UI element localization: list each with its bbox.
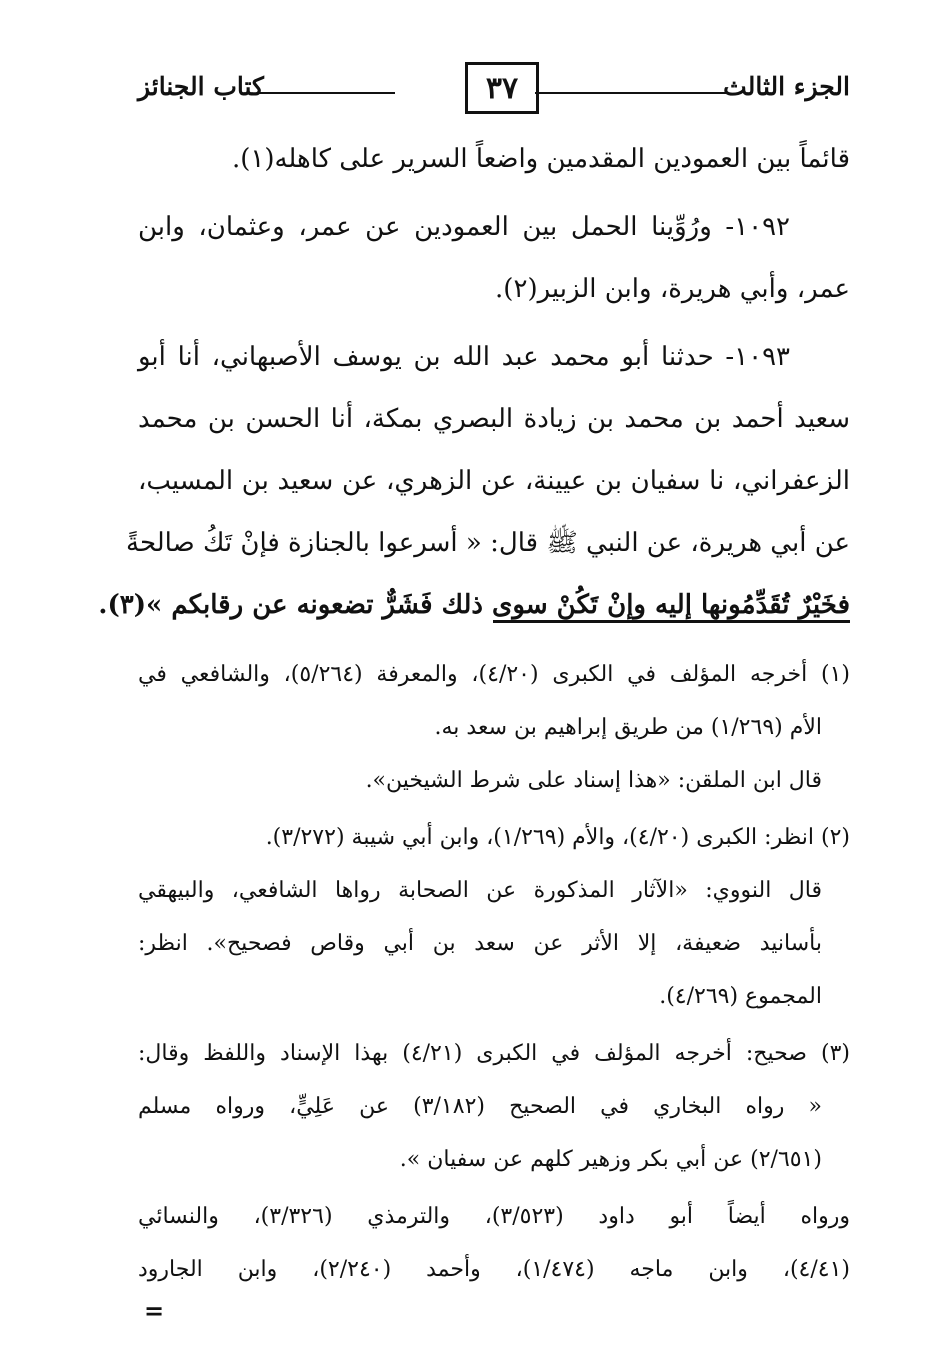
main-line: عن أبي هريرة، عن النبي ﷺ قال: « أسرعوا بالجنازة فإنْ تَكُ صالحةً	[126, 528, 850, 558]
main-line: الزعفراني، نا سفيان بن عيينة، عن الزهري، عن سعيد بن المسيب،	[138, 466, 850, 496]
header-rule-right	[535, 92, 728, 94]
footnote-line: الأم (١/٢٦٩) من طريق إبراهيم بن سعد به.	[434, 715, 822, 740]
footnote-line: (٢/٦٥١) عن أبي بكر وزهير كلهم عن سفيان ».	[399, 1147, 822, 1172]
footnote-line: قال النووي: «الآثار المذكورة عن الصحابة رواها الشافعي، والبيهقي	[138, 878, 822, 903]
main-line: سعيد أحمد بن محمد بن زيادة البصري بمكة، أنا الحسن بن محمد	[138, 404, 850, 434]
footnote-line: قال ابن الملقن: «هذا إسناد على شرط الشيخين».	[365, 768, 822, 793]
header-rule-left	[258, 92, 395, 94]
footnote-line: (٢) انظر: الكبرى (٤/٢٠)، والأم (١/٢٦٩)، وابن أبي شيبة (٣/٢٧٢).	[265, 825, 850, 850]
footnote-line: المجموع (٤/٢٦٩).	[659, 984, 822, 1009]
volume-title: الجزء الثالث	[723, 72, 850, 101]
footnotes	[138, 648, 850, 1296]
footnote-line: (٤/٤١)، وابن ماجه (١/٤٧٤)، وأحمد (٢/٢٤٠)، وابن الجارود	[138, 1257, 850, 1282]
footnote-line: بأسانيد ضعيفة، إلا الأثر عن سعد بن أبي وقاص فصحيح». انظر:	[138, 931, 822, 956]
main-text	[98, 128, 850, 636]
book-title: كتاب الجنائز	[138, 72, 264, 101]
continuation-mark: =	[144, 1296, 165, 1325]
main-line: عمر، وأبي هريرة، وابن الزبير(٢).	[495, 274, 850, 304]
page-header	[138, 62, 850, 124]
footnote-line: (٣) صحيح: أخرجه المؤلف في الكبرى (٤/٢١) بهذا الإسناد واللفظ وقال:	[138, 1041, 850, 1066]
footnote-line: « رواه البخاري في الصحيح (٣/١٨٢) عن عَلِيٍّ، ورواه مسلم	[138, 1094, 822, 1119]
footnote-line: ورواه أيضاً أبو داود (٣/٥٢٣)، والترمذي (٣/٣٢٦)، والنسائي	[138, 1204, 850, 1229]
footnote-divider	[493, 620, 850, 623]
main-line: قائماً بين العمودين المقدمين واضعاً السرير على كاهله(١).	[231, 144, 850, 174]
page-number-box	[465, 62, 539, 114]
footnote-line: (١) أخرجه المؤلف في الكبرى (٤/٢٠)، والمعرفة (٥/٢٦٤)، والشافعي في	[138, 662, 850, 687]
main-line: ١٠٩٢- ورُوِّينا الحمل بين العمودين عن عمر، وعثمان، وابن	[138, 212, 790, 242]
main-line: فخَيْرٌ تُقَدِّمُونها إليه وإنْ تَكُنْ سوى ذلك فَشَرٌّ تضعونه عن رقابكم »(٣).	[98, 590, 850, 620]
main-line: ١٠٩٣- حدثنا أبو محمد عبد الله بن يوسف الأصبهاني، أنا أبو	[138, 342, 790, 372]
page-number: ٣٧	[485, 70, 519, 106]
